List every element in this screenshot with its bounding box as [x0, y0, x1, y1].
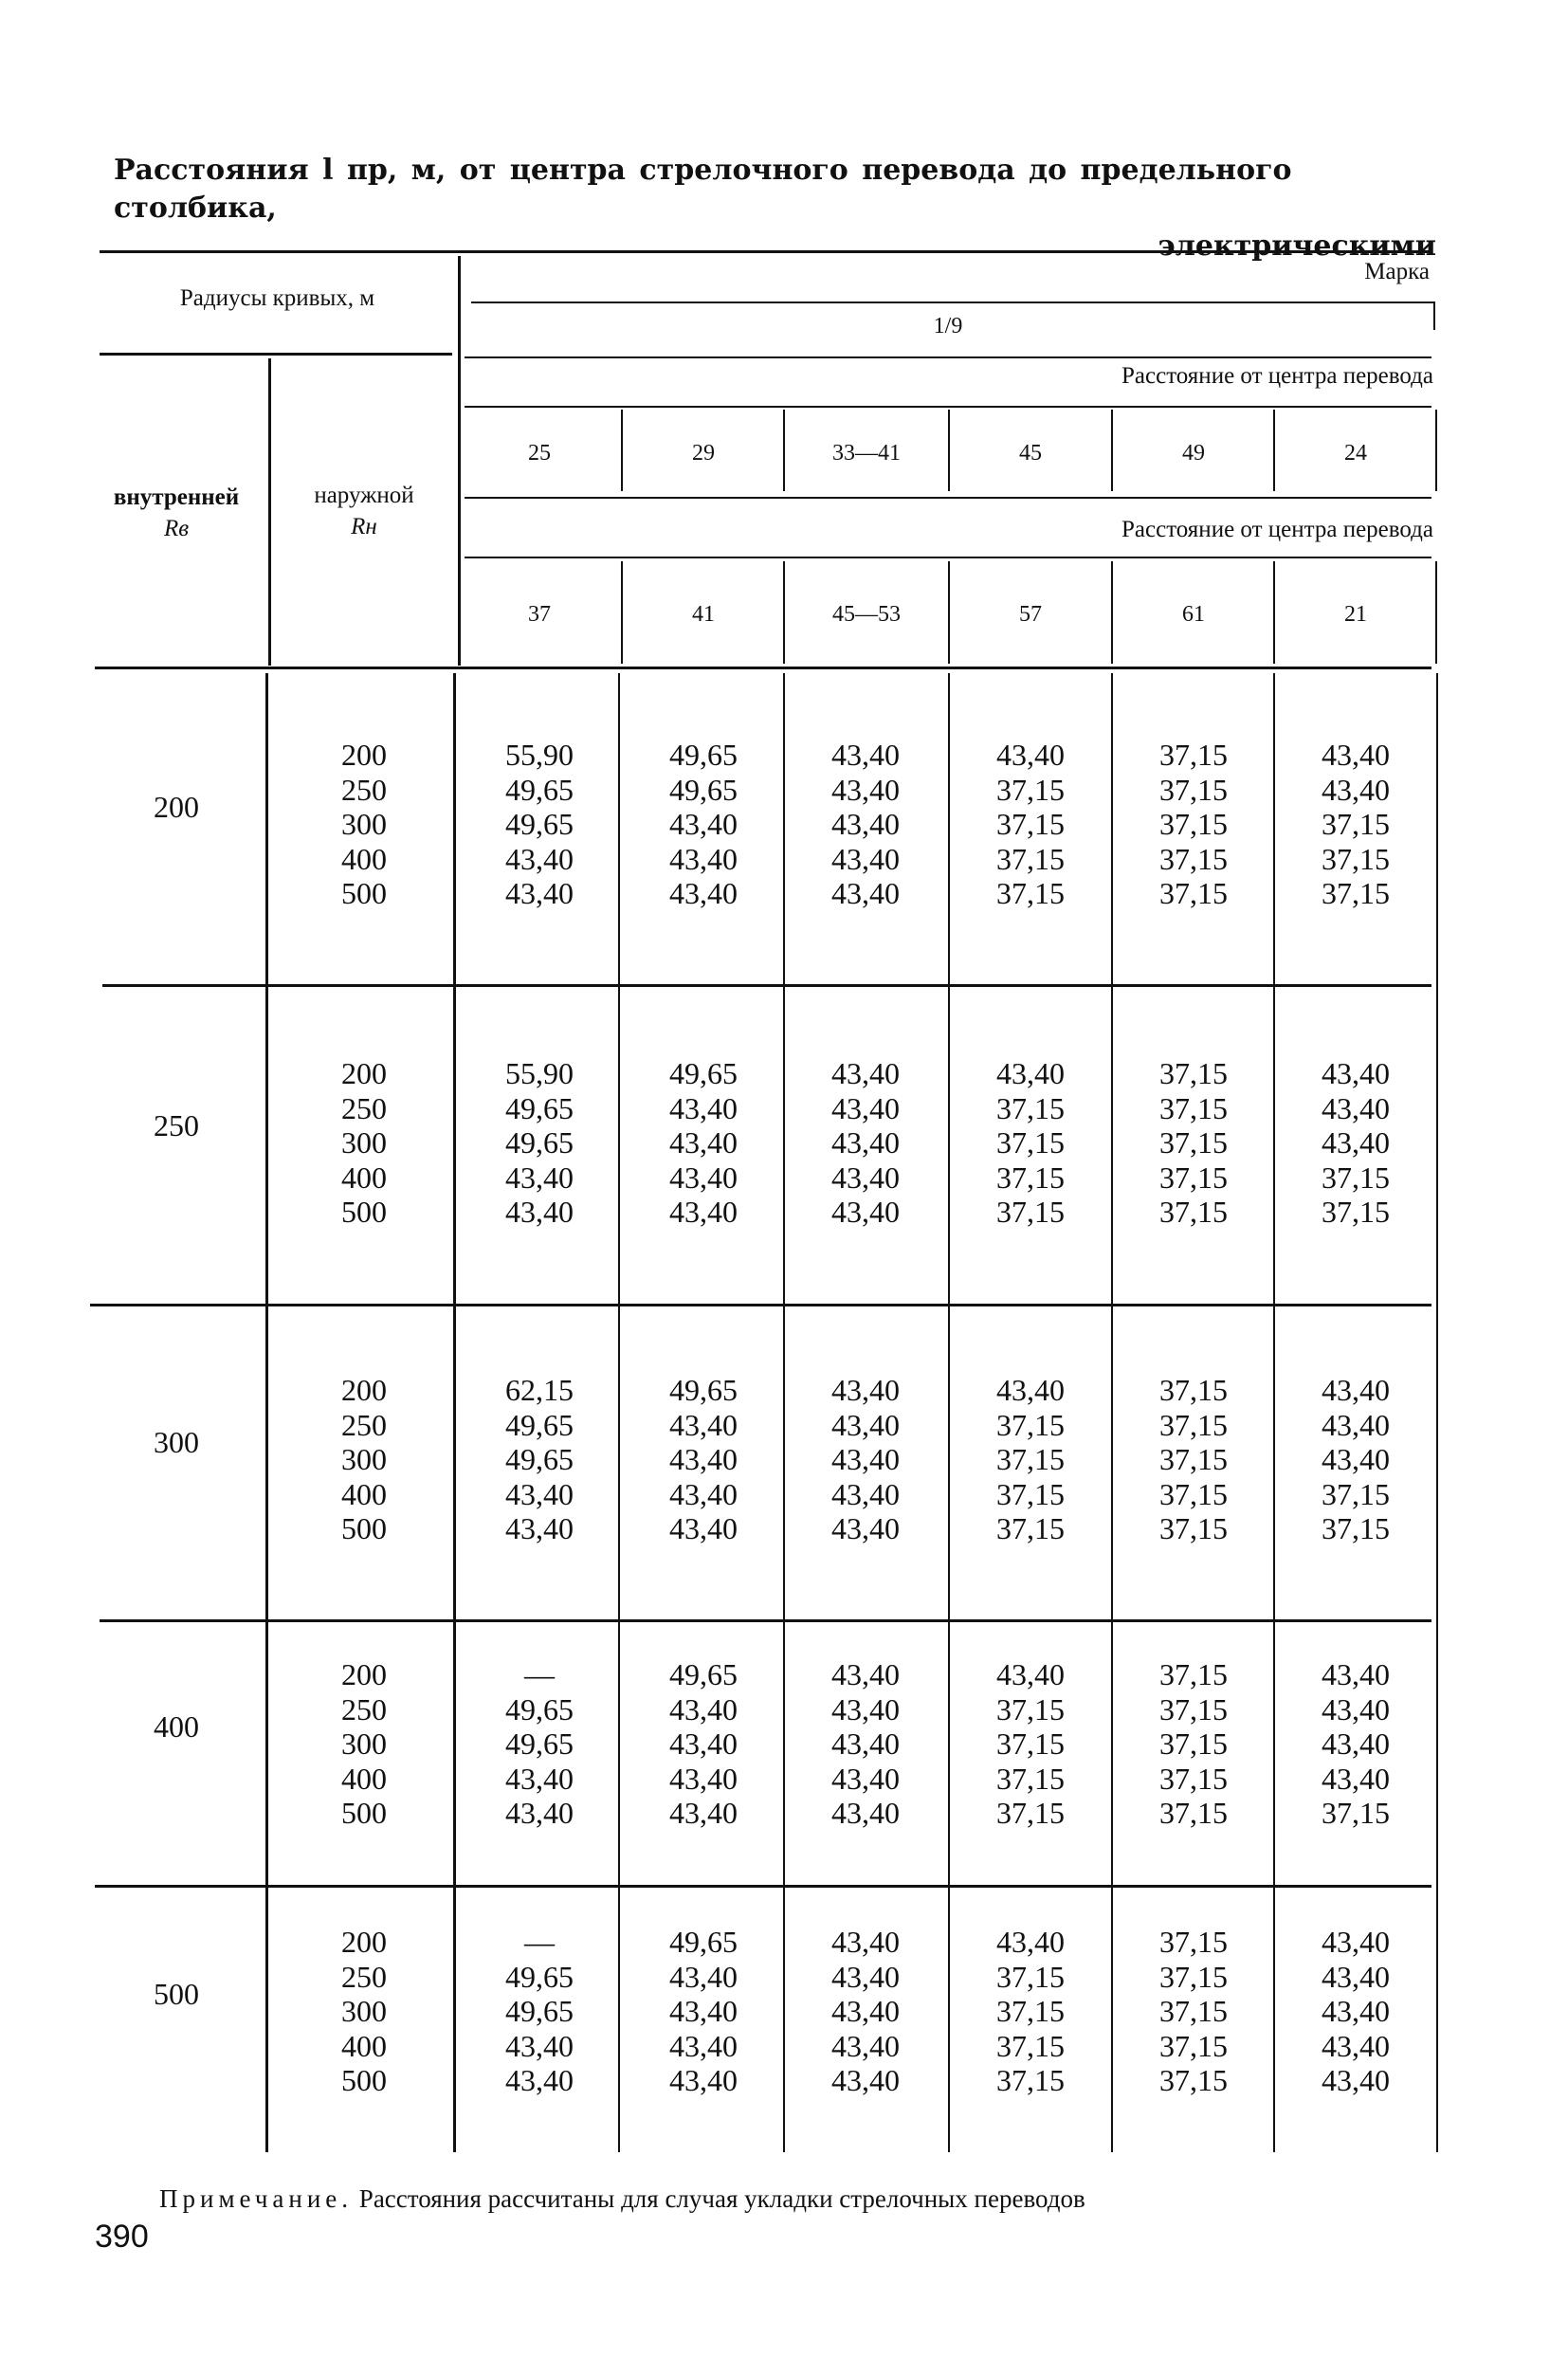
- table-cell: 43,40: [669, 1476, 738, 1511]
- table-cell: 43,40: [505, 1761, 574, 1796]
- table-cell: 37,15: [1322, 807, 1390, 841]
- table-cell: 43,40: [831, 1691, 900, 1726]
- outer-radius-value: 500: [341, 1511, 387, 1545]
- table-cell: 43,40: [831, 2028, 900, 2063]
- outer-radius-value: 500: [341, 2063, 387, 2097]
- table-cell: 43,40: [505, 2063, 574, 2097]
- sub2-col-3: 45—53: [832, 602, 901, 627]
- table-cell: 37,15: [1159, 738, 1228, 772]
- value-column: [1113, 1373, 1274, 1546]
- table-cell: 37,15: [1159, 1959, 1228, 1994]
- value-column: [1275, 1657, 1436, 1831]
- table-cell: 43,40: [669, 1796, 738, 1830]
- outer-radius-value: 250: [341, 1090, 387, 1125]
- table-cell: 43,40: [831, 1796, 900, 1830]
- table-cell: 43,40: [1322, 1761, 1390, 1796]
- sub2-col-2: 41: [692, 602, 715, 627]
- outer-radius-value: 200: [341, 1056, 387, 1090]
- table-cell: 43,40: [669, 1442, 738, 1476]
- title-line-1: Расстояния l пр, м, от центра стрелочного перевода до предельного столбика,: [114, 154, 1292, 225]
- table-cell: 43,40: [669, 1959, 738, 1994]
- outer-radius-value: 300: [341, 1726, 387, 1761]
- table-cell: 43,40: [669, 1160, 738, 1195]
- table-cell: 43,40: [669, 1726, 738, 1761]
- table-cell: 43,40: [831, 772, 900, 807]
- value-column: [785, 1373, 946, 1546]
- table-cell: 37,15: [1159, 1796, 1228, 1830]
- table-cell: 37,15: [1159, 1511, 1228, 1545]
- value-column: [1113, 738, 1274, 911]
- outer-radius-value: 250: [341, 1407, 387, 1442]
- table-cell: 43,40: [1322, 1959, 1390, 1994]
- table-cell: 37,15: [996, 2063, 1065, 2097]
- table-cell: 43,40: [831, 1726, 900, 1761]
- table-cell: 37,15: [1322, 1476, 1390, 1511]
- table-cell: 37,15: [1159, 1407, 1228, 1442]
- table-cell: 43,40: [669, 876, 738, 910]
- table-cell: 37,15: [1159, 1994, 1228, 2028]
- outer-radius-value: 250: [341, 1959, 387, 1994]
- table-cell: 43,40: [505, 2028, 574, 2063]
- table-cell: 43,40: [831, 738, 900, 772]
- table-cell: 43,40: [831, 1090, 900, 1125]
- table-cell: 43,40: [505, 1511, 574, 1545]
- table-cell: 43,40: [1322, 1726, 1390, 1761]
- sub1-col-6: 24: [1344, 441, 1367, 466]
- table-cell: 43,40: [1322, 1657, 1390, 1691]
- table-cell: 37,15: [1159, 1195, 1228, 1229]
- table-cell: 37,15: [996, 1796, 1065, 1830]
- table-cell: 43,40: [669, 1090, 738, 1125]
- table-cell: 37,15: [1159, 1925, 1228, 1959]
- value-column: [1113, 1056, 1274, 1230]
- value-column: [950, 1925, 1111, 2098]
- table-cell: 43,40: [669, 841, 738, 876]
- footnote-text: Расстояния рассчитаны для случая укладки стрелочных переводов: [358, 2184, 1085, 2213]
- table-cell: 37,15: [1159, 841, 1228, 876]
- outer-radius-value: 300: [341, 1125, 387, 1160]
- table-cell: 37,15: [996, 1407, 1065, 1442]
- table-cell: 37,15: [996, 2028, 1065, 2063]
- table-cell: 37,15: [996, 876, 1065, 910]
- ratio-header: 1/9: [933, 314, 963, 338]
- value-column: [950, 1657, 1111, 1831]
- table-cell: 43,40: [996, 1925, 1065, 1959]
- sub1-col-5: 49: [1182, 441, 1205, 466]
- value-column: [459, 1373, 620, 1546]
- table-cell: 37,15: [1159, 876, 1228, 910]
- table-cell: 43,40: [505, 841, 574, 876]
- value-column: [1113, 1657, 1274, 1831]
- value-column: [785, 1925, 946, 2098]
- value-column: [623, 1657, 784, 1831]
- table-cell: 49,65: [669, 1657, 738, 1691]
- sub1-col-2: 29: [692, 441, 715, 466]
- table-cell: 37,15: [996, 1511, 1065, 1545]
- table-cell: 49,65: [505, 1959, 574, 1994]
- table-cell: 43,40: [996, 1373, 1065, 1407]
- table-cell: 43,40: [831, 1925, 900, 1959]
- table-cell: 37,15: [1322, 1511, 1390, 1545]
- sub2-col-5: 61: [1182, 602, 1205, 627]
- table-cell: 43,40: [996, 1657, 1065, 1691]
- outer-radius-value: 500: [341, 1796, 387, 1830]
- outer-radius-value: 300: [341, 1994, 387, 2028]
- table-cell: 49,65: [505, 1691, 574, 1726]
- outer-radius-value: 400: [341, 2028, 387, 2063]
- outer-radius-value: 250: [341, 772, 387, 807]
- outer-radius-value: 400: [341, 1761, 387, 1796]
- outer-radius-column: [275, 1657, 453, 1831]
- table-cell: 43,40: [1322, 1925, 1390, 1959]
- table-cell: 37,15: [996, 1994, 1065, 2028]
- table-cell: 43,40: [669, 1125, 738, 1160]
- outer-radius-value: 500: [341, 1195, 387, 1229]
- table-cell: 43,40: [669, 1407, 738, 1442]
- table-cell: 43,40: [831, 876, 900, 910]
- value-column: [1275, 738, 1436, 911]
- table-cell: 43,40: [1322, 1442, 1390, 1476]
- table-cell: 43,40: [505, 1160, 574, 1195]
- sub1-col-3: 33—41: [832, 441, 901, 466]
- table-cell: 55,90: [505, 1056, 574, 1090]
- outer-radius-value: 400: [341, 1160, 387, 1195]
- table-cell: 43,40: [1322, 1691, 1390, 1726]
- table-cell: 49,65: [505, 1726, 574, 1761]
- table-cell: 37,15: [1159, 2063, 1228, 2097]
- outer-radius-value: 400: [341, 1476, 387, 1511]
- inner-radius-value: 400: [154, 1709, 199, 1744]
- table-cell: 55,90: [505, 738, 574, 772]
- inner-radius-value: 250: [154, 1108, 199, 1142]
- value-column: [623, 1373, 784, 1546]
- inner-radius-value: 300: [154, 1425, 199, 1459]
- table-cell: 43,40: [669, 1691, 738, 1726]
- table-cell: 43,40: [831, 1373, 900, 1407]
- outer-radius-value: 200: [341, 1925, 387, 1959]
- table-cell: 37,15: [996, 1726, 1065, 1761]
- table-cell: 37,15: [1322, 841, 1390, 876]
- table-cell: 37,15: [1159, 1125, 1228, 1160]
- value-column: [785, 1056, 946, 1230]
- table-cell: 49,65: [505, 772, 574, 807]
- table-cell: 43,40: [996, 1056, 1065, 1090]
- table-cell: 37,15: [996, 1442, 1065, 1476]
- value-column: [1113, 1925, 1274, 2098]
- outer-radius-label: наружной: [314, 483, 414, 508]
- inner-radius-value: 200: [154, 790, 199, 824]
- table-cell: 43,40: [669, 1195, 738, 1229]
- table-cell: 37,15: [1159, 1691, 1228, 1726]
- outer-radius-symbol: Rн: [351, 514, 377, 539]
- value-column: [785, 738, 946, 911]
- table-cell: 43,40: [831, 2063, 900, 2097]
- table-cell: 43,40: [1322, 772, 1390, 807]
- table-cell: 43,40: [831, 1125, 900, 1160]
- radii-header: Радиусы кривых, м: [179, 285, 375, 311]
- outer-radius-column: [275, 1925, 453, 2098]
- outer-radius-column: [275, 1056, 453, 1230]
- inner-radius-value: 500: [154, 1977, 199, 2011]
- outer-radius-value: 500: [341, 876, 387, 910]
- table-cell: 37,15: [1159, 1761, 1228, 1796]
- table-cell: 62,15: [505, 1373, 574, 1407]
- sub2-col-6: 21: [1344, 602, 1367, 627]
- footnote-heading: Примечание.: [159, 2184, 354, 2213]
- value-column: [459, 1657, 620, 1831]
- table-cell: 43,40: [669, 1994, 738, 2028]
- table-cell: 49,65: [669, 1373, 738, 1407]
- table-cell: 37,15: [996, 1160, 1065, 1195]
- table-cell: 37,15: [1159, 1373, 1228, 1407]
- marka-header: Марка: [1364, 259, 1430, 284]
- value-column: [785, 1657, 946, 1831]
- value-column: [459, 1925, 620, 2098]
- table-cell: 37,15: [1159, 807, 1228, 841]
- value-column: [950, 1373, 1111, 1546]
- table-cell: 37,15: [1159, 1056, 1228, 1090]
- sub2-col-1: 37: [528, 602, 551, 627]
- table-cell: 43,40: [1322, 1373, 1390, 1407]
- sub1-col-4: 45: [1019, 441, 1042, 466]
- table-cell: 43,40: [669, 2063, 738, 2097]
- table-cell: 37,15: [996, 1761, 1065, 1796]
- outer-radius-column: [275, 738, 453, 911]
- table-cell: 49,65: [505, 1442, 574, 1476]
- table-cell: 37,15: [1322, 1160, 1390, 1195]
- title-line-2: электрическими: [1158, 229, 1436, 263]
- table-cell: 37,15: [1159, 1160, 1228, 1195]
- value-column: [459, 1056, 620, 1230]
- value-column: [950, 1056, 1111, 1230]
- table-cell: 43,40: [1322, 738, 1390, 772]
- outer-radius-value: 200: [341, 1373, 387, 1407]
- outer-radius-value: 200: [341, 1657, 387, 1691]
- table-cell: 43,40: [1322, 2028, 1390, 2063]
- outer-radius-value: 400: [341, 841, 387, 876]
- table-cell: 49,65: [505, 1125, 574, 1160]
- table-cell: 43,40: [831, 1442, 900, 1476]
- table-cell: 37,15: [996, 1959, 1065, 1994]
- value-column: [623, 1925, 784, 2098]
- table-cell: 43,40: [505, 876, 574, 910]
- table-cell: 43,40: [831, 841, 900, 876]
- table-cell: 37,15: [1159, 2028, 1228, 2063]
- distance-header-1: Расстояние от центра перевода: [1121, 363, 1433, 389]
- table-cell: 43,40: [831, 1994, 900, 2028]
- table-cell: 49,65: [669, 738, 738, 772]
- table-cell: 43,40: [831, 1056, 900, 1090]
- inner-radius-label: внутренней: [113, 484, 240, 510]
- value-column: [1275, 1925, 1436, 2098]
- value-column: [459, 738, 620, 911]
- value-column: [1275, 1056, 1436, 1230]
- table-cell: 49,65: [505, 807, 574, 841]
- table-cell: 37,15: [1159, 1442, 1228, 1476]
- table-cell: 37,15: [996, 1476, 1065, 1511]
- sub1-col-1: 25: [528, 441, 551, 466]
- table-cell: 37,15: [996, 1691, 1065, 1726]
- value-column: [623, 1056, 784, 1230]
- table-cell: —: [524, 1925, 555, 1959]
- table-cell: 43,40: [1322, 1994, 1390, 2028]
- table-cell: 37,15: [1322, 876, 1390, 910]
- value-column: [1275, 1373, 1436, 1546]
- table-cell: 49,65: [669, 772, 738, 807]
- table-cell: 49,65: [669, 1925, 738, 1959]
- table-cell: 43,40: [669, 807, 738, 841]
- table-cell: 37,15: [996, 1195, 1065, 1229]
- table-cell: 37,15: [996, 841, 1065, 876]
- outer-radius-value: 300: [341, 1442, 387, 1476]
- table-cell: 43,40: [1322, 1090, 1390, 1125]
- sub2-col-4: 57: [1019, 602, 1042, 627]
- footnote: [159, 2183, 1430, 2215]
- table-cell: 43,40: [669, 1761, 738, 1796]
- outer-radius-column: [275, 1373, 453, 1546]
- table-cell: 43,40: [831, 1511, 900, 1545]
- table-cell: 37,15: [996, 1125, 1065, 1160]
- table-cell: 43,40: [1322, 1407, 1390, 1442]
- table-cell: 49,65: [505, 1407, 574, 1442]
- table-cell: 43,40: [831, 1959, 900, 1994]
- table-cell: 43,40: [1322, 1125, 1390, 1160]
- table-cell: 49,65: [505, 1090, 574, 1125]
- table-cell: 43,40: [996, 738, 1065, 772]
- table-cell: 43,40: [831, 1195, 900, 1229]
- table-cell: 49,65: [669, 1056, 738, 1090]
- table-cell: 43,40: [831, 1407, 900, 1442]
- table-cell: 43,40: [505, 1796, 574, 1830]
- table-cell: 43,40: [669, 2028, 738, 2063]
- distance-header-2: Расстояние от центра перевода: [1121, 517, 1433, 542]
- page-number: 390: [95, 2219, 149, 2255]
- table-cell: —: [524, 1657, 555, 1691]
- table-cell: 43,40: [831, 1761, 900, 1796]
- table-cell: 49,65: [505, 1994, 574, 2028]
- table-cell: 37,15: [1159, 1726, 1228, 1761]
- table-cell: 37,15: [1159, 1657, 1228, 1691]
- table-cell: 37,15: [1159, 772, 1228, 807]
- table-cell: 43,40: [505, 1476, 574, 1511]
- table-cell: 43,40: [831, 1657, 900, 1691]
- table-cell: 43,40: [831, 1476, 900, 1511]
- table-cell: 43,40: [505, 1195, 574, 1229]
- table-cell: 37,15: [996, 1090, 1065, 1125]
- table-cell: 37,15: [1322, 1796, 1390, 1830]
- outer-radius-value: 250: [341, 1691, 387, 1726]
- table-cell: 37,15: [996, 807, 1065, 841]
- outer-radius-value: 300: [341, 807, 387, 841]
- outer-radius-value: 200: [341, 738, 387, 772]
- table-cell: 37,15: [1159, 1090, 1228, 1125]
- value-column: [623, 738, 784, 911]
- table-cell: 37,15: [996, 772, 1065, 807]
- table-cell: 43,40: [831, 1160, 900, 1195]
- table-cell: 43,40: [831, 807, 900, 841]
- table-cell: 37,15: [1159, 1476, 1228, 1511]
- value-column: [950, 738, 1111, 911]
- table-cell: 37,15: [1322, 1195, 1390, 1229]
- inner-radius-symbol: Rв: [163, 516, 190, 541]
- table-cell: 43,40: [669, 1511, 738, 1545]
- table-cell: 43,40: [1322, 1056, 1390, 1090]
- table-cell: 43,40: [1322, 2063, 1390, 2097]
